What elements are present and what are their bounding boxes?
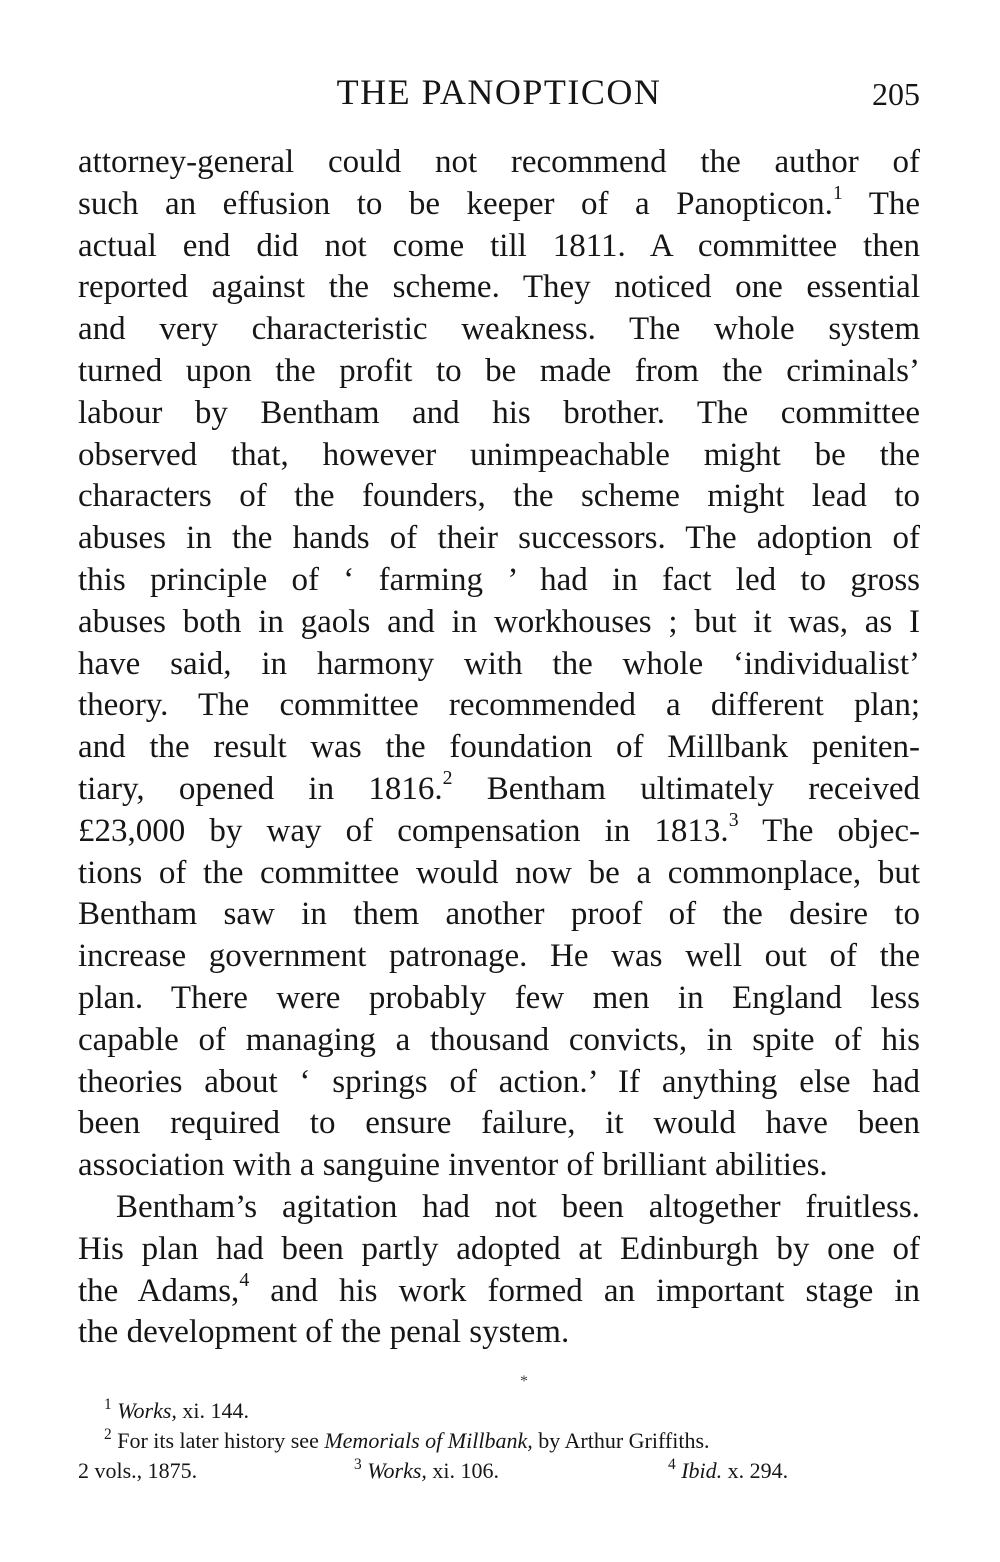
text-line: tions of the committee would now be a commonplace, but bbox=[78, 854, 920, 891]
text-line: association with a sanguine inventor of brilliant abilities. bbox=[78, 1147, 828, 1184]
text-line: the development of the penal system. bbox=[78, 1314, 570, 1351]
text-line: Bentham’s agitation had not been altogether fruitless. bbox=[116, 1188, 920, 1225]
footnote-ref: 1 bbox=[832, 181, 843, 204]
text-line: increase government patronage. He was well out of the bbox=[78, 938, 920, 975]
text-line: His plan had been partly adopted at Edinburgh by one of bbox=[78, 1230, 920, 1267]
text-line: tiary, opened in 1816.$^2$ Bentham ultimately received bbox=[78, 767, 921, 807]
text-line: actual end did not come till 1811. A committee then bbox=[78, 227, 920, 264]
text-line: the Adams,$^4$ and his work formed an important stage in bbox=[78, 1268, 921, 1309]
footnote-2-continued: 2 vols., 1875. bbox=[78, 1458, 198, 1483]
footnote-ref: 3 bbox=[728, 808, 739, 831]
footnotes bbox=[78, 1396, 920, 1486]
text-line: and very characteristic weakness. The whole system bbox=[78, 311, 920, 348]
footnote-3: $^3$ Works, xi. 106. bbox=[354, 1455, 500, 1483]
text-line: have said, in harmony with the whole ‘individualist’ bbox=[78, 645, 920, 682]
text-line: theory. The committee recommended a different plan; bbox=[78, 687, 920, 724]
text-line: Bentham saw in them another proof of the desire to bbox=[78, 896, 920, 933]
text-line: and the result was the foundation of Millbank peniten- bbox=[78, 729, 920, 766]
running-head-title: THE PANOPTICON bbox=[336, 72, 662, 112]
text-line: turned upon the profit to be made from the criminals’ bbox=[78, 352, 920, 389]
text-line: reported against the scheme. They noticed one essential bbox=[78, 269, 920, 306]
body-text bbox=[78, 142, 920, 1354]
text-line: been required to ensure failure, it would have been bbox=[78, 1105, 920, 1142]
text-line: attorney-general could not recommend the author of bbox=[78, 144, 920, 180]
footnote-ref: 2 bbox=[442, 767, 453, 790]
text-line: abuses in the hands of their successors. The adoption of bbox=[78, 520, 920, 557]
text-line: theories about ‘ springs of action.’ If anything else had bbox=[78, 1063, 920, 1100]
footnote-separator-mark: * bbox=[520, 1373, 528, 1390]
text-line: this principle of ‘ farming ’ had in fact led to gross bbox=[78, 561, 920, 598]
text-line: abuses both in gaols and in workhouses ; but it was, as I bbox=[78, 603, 920, 640]
text-line: plan. There were probably few men in England less bbox=[78, 979, 920, 1016]
footnote-2: $^2$ For its later history see Memorials of Millbank, by Arthur Griffiths. bbox=[104, 1425, 710, 1453]
text-line: characters of the founders, the scheme might lead to bbox=[78, 478, 920, 515]
text-line: labour by Bentham and his brother. The committee bbox=[78, 394, 920, 431]
page-number: 205 bbox=[872, 76, 920, 112]
footnote-line-3 bbox=[78, 1456, 920, 1486]
text-line: observed that, however unimpeachable might be the bbox=[78, 436, 920, 473]
running-head bbox=[78, 70, 920, 120]
text-line: £23,000 by way of compensation in 1813.$^3$ The objec- bbox=[78, 808, 920, 849]
footnote-4: $^4$ Ibid. x. 294. bbox=[668, 1455, 789, 1483]
footnote-ref: 4 bbox=[239, 1268, 250, 1291]
footnote-1: $^1$ Works, xi. 144. bbox=[104, 1395, 250, 1423]
text-line: capable of managing a thousand convicts, in spite of his bbox=[78, 1021, 920, 1058]
text-line: such an effusion to be keeper of a Panopticon.$^1$ The bbox=[78, 181, 921, 222]
